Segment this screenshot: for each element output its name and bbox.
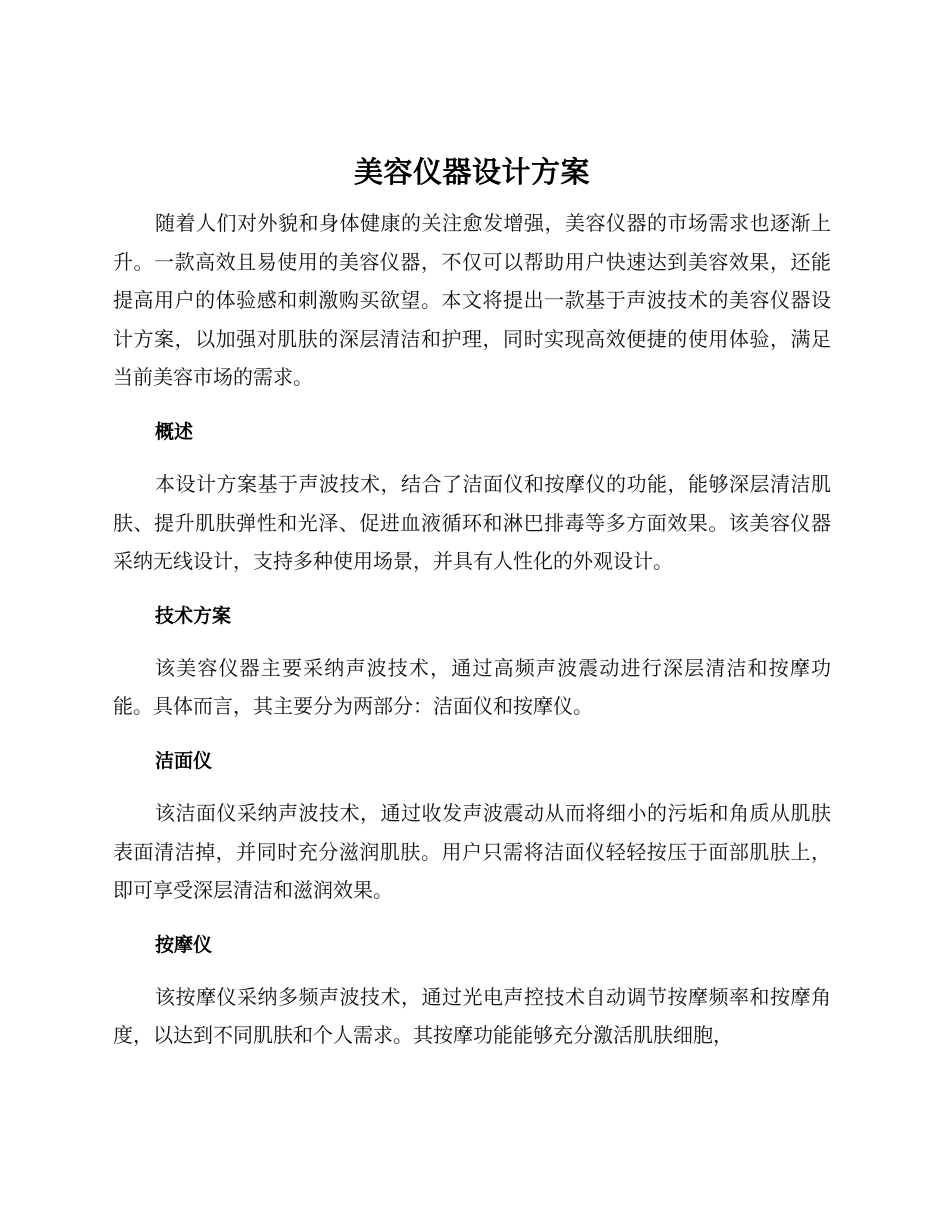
section-heading-overview: 概述 [155, 420, 194, 443]
section-body-technical-plan: 该美容仪器主要采纳声波技术，通过高频声波震动进行深层清洁和按摩功能。具体而言，其主要分为两部分：洁面仪和按摩仪。 [113, 655, 831, 719]
section-body-overview: 本设计方案基于声波技术，结合了洁面仪和按摩仪的功能，能够深层清洁肌肤、提升肌肤弹性和光泽、促进血液循环和淋巴排毒等多方面效果。该美容仪器采纳无线设计，支持多种使用场景，并具有人性化的外观设计。 [113, 471, 831, 574]
document-title: 美容仪器设计方案 [353, 155, 590, 189]
section-heading-massager: 按摩仪 [155, 933, 213, 956]
section-body-facial-cleanser: 该洁面仪采纳声波技术，通过收发声波震动从而将细小的污垢和角质从肌肤表面清洁掉，并同时充分滋润肌肤。用户只需将洁面仪轻轻按压于面部肌肤上，即可享受深层清洁和滋润效果。 [113, 800, 831, 903]
section-body-massager: 该按摩仪采纳多频声波技术，通过光电声控技术自动调节按摩频率和按摩角度，以达到不同肌肤和个人需求。其按摩功能能够充分激活肌肤细胞， [113, 984, 831, 1048]
section-heading-technical-plan: 技术方案 [155, 604, 232, 627]
document-body [113, 150, 831, 1055]
intro-paragraph: 随着人们对外貌和身体健康的关注愈发增强，美容仪器的市场需求也逐渐上升。一款高效且易使用的美容仪器，不仅可以帮助用户快速达到美容效果，还能提高用户的体验感和刺激购买欲望。本文将提出一款基于声波技术的美容仪器设计方案，以加强对肌肤的深层清洁和护理，同时实现高效便捷的使用体验，满足当前美容市场的需求。 [113, 211, 831, 390]
section-heading-facial-cleanser: 洁面仪 [155, 749, 213, 772]
